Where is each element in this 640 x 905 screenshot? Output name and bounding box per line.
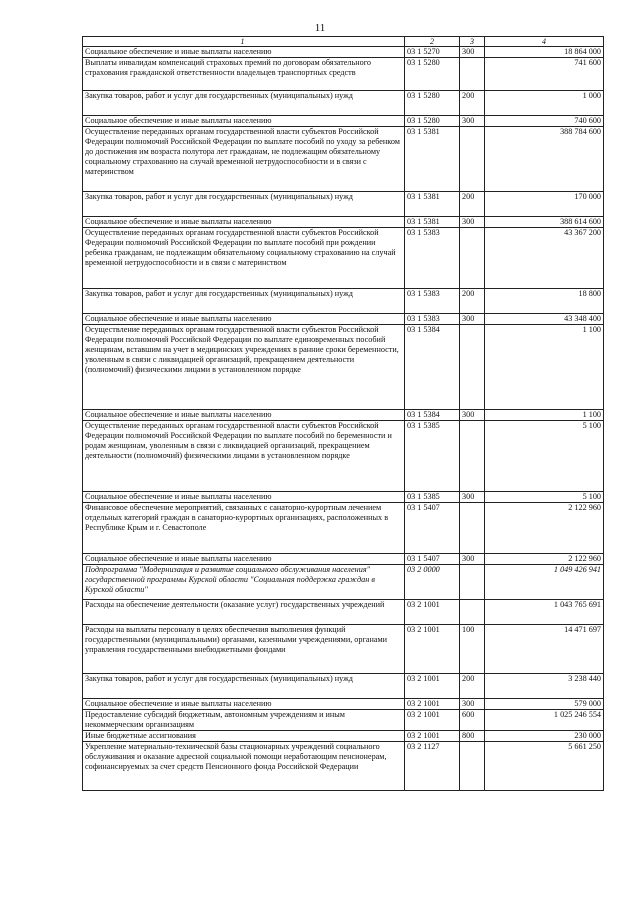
table-row <box>83 314 604 325</box>
row-amount: 1 043 765 691 <box>485 600 604 625</box>
row-name: Закупка товаров, работ и услуг для государственных (муниципальных) нужд <box>83 289 405 314</box>
header-col-2: 2 <box>405 37 460 47</box>
row-expense-type: 300 <box>460 554 485 565</box>
row-expense-type: 200 <box>460 91 485 116</box>
table-row <box>83 116 604 127</box>
row-code: 03 1 5270 <box>405 47 460 58</box>
row-amount: 2 122 960 <box>485 503 604 554</box>
row-expense-type: 300 <box>460 314 485 325</box>
row-name: Социальное обеспечение и иные выплаты населению <box>83 217 405 228</box>
row-amount: 1 000 <box>485 91 604 116</box>
row-code: 03 2 1127 <box>405 742 460 791</box>
budget-table-body <box>83 37 604 791</box>
header-col-4: 4 <box>485 37 604 47</box>
row-amount: 741 600 <box>485 58 604 91</box>
header-col-3: 3 <box>460 37 485 47</box>
row-name: Социальное обеспечение и иные выплаты населению <box>83 699 405 710</box>
row-expense-type: 300 <box>460 116 485 127</box>
row-amount: 2 122 960 <box>485 554 604 565</box>
table-row <box>83 674 604 699</box>
row-name: Социальное обеспечение и иные выплаты населению <box>83 554 405 565</box>
table-row <box>83 47 604 58</box>
row-expense-type <box>460 325 485 410</box>
header-col-1: 1 <box>83 37 405 47</box>
row-amount: 14 471 697 <box>485 625 604 674</box>
row-code: 03 2 1001 <box>405 674 460 699</box>
row-name: Закупка товаров, работ и услуг для государственных (муниципальных) нужд <box>83 192 405 217</box>
table-row <box>83 742 604 791</box>
row-amount: 43 367 200 <box>485 228 604 289</box>
row-expense-type <box>460 565 485 600</box>
row-amount: 18 800 <box>485 289 604 314</box>
row-name: Социальное обеспечение и иные выплаты населению <box>83 492 405 503</box>
row-code: 03 1 5384 <box>405 325 460 410</box>
row-expense-type <box>460 127 485 192</box>
row-expense-type: 300 <box>460 699 485 710</box>
row-expense-type: 600 <box>460 710 485 731</box>
row-amount: 5 100 <box>485 492 604 503</box>
row-code: 03 2 1001 <box>405 699 460 710</box>
row-amount: 170 000 <box>485 192 604 217</box>
row-amount: 3 238 440 <box>485 674 604 699</box>
row-code: 03 2 1001 <box>405 600 460 625</box>
row-amount: 1 025 246 554 <box>485 710 604 731</box>
table-row <box>83 228 604 289</box>
table-row <box>83 731 604 742</box>
row-name: Финансовое обеспечение мероприятий, связанных с санаторно-курортным лечением отдельных категорий граждан в санаторно-курортных организациях, расположенных в Республике Крым и г. Севастополе <box>83 503 405 554</box>
row-amount: 230 000 <box>485 731 604 742</box>
table-row <box>83 192 604 217</box>
row-name: Подпрограмма "Модернизация и развитие социального обслуживания населения" государственной программы Курской области "Социальная поддержка граждан в Курской области" <box>83 565 405 600</box>
row-name: Расходы на выплаты персоналу в целях обеспечения выполнения функций государственными (муниципальными) органами, казенными учреждениями, органами управления государственными внебюджетными фондами <box>83 625 405 674</box>
row-name: Иные бюджетные ассигнования <box>83 731 405 742</box>
row-amount: 43 348 400 <box>485 314 604 325</box>
row-code: 03 1 5384 <box>405 410 460 421</box>
row-expense-type: 800 <box>460 731 485 742</box>
row-name: Расходы на обеспечение деятельности (оказание услуг) государственных учреждений <box>83 600 405 625</box>
table-row <box>83 421 604 492</box>
row-amount: 5 100 <box>485 421 604 492</box>
page-number: 11 <box>314 22 326 34</box>
table-row <box>83 625 604 674</box>
table-row <box>83 217 604 228</box>
table-row <box>83 699 604 710</box>
row-code: 03 1 5381 <box>405 192 460 217</box>
row-name: Социальное обеспечение и иные выплаты населению <box>83 116 405 127</box>
row-code: 03 1 5280 <box>405 58 460 91</box>
row-name: Выплаты инвалидам компенсаций страховых премий по договорам обязательного страхования гражданской ответственности владельцев транспортных средств <box>83 58 405 91</box>
table-row <box>83 410 604 421</box>
row-expense-type: 200 <box>460 674 485 699</box>
row-code: 03 1 5383 <box>405 314 460 325</box>
row-expense-type: 100 <box>460 625 485 674</box>
row-expense-type <box>460 228 485 289</box>
row-name: Предоставление субсидий бюджетным, автономным учреждениям и иным некоммерческим организациям <box>83 710 405 731</box>
row-amount: 5 661 250 <box>485 742 604 791</box>
table-row <box>83 127 604 192</box>
row-code: 03 1 5280 <box>405 116 460 127</box>
row-code: 03 2 0000 <box>405 565 460 600</box>
table-row <box>83 91 604 116</box>
budget-table <box>82 36 604 791</box>
row-code: 03 1 5280 <box>405 91 460 116</box>
row-expense-type <box>460 742 485 791</box>
table-row <box>83 503 604 554</box>
row-name: Закупка товаров, работ и услуг для государственных (муниципальных) нужд <box>83 674 405 699</box>
row-expense-type <box>460 58 485 91</box>
row-code: 03 1 5407 <box>405 554 460 565</box>
row-expense-type <box>460 503 485 554</box>
row-amount: 740 600 <box>485 116 604 127</box>
row-code: 03 2 1001 <box>405 710 460 731</box>
row-code: 03 1 5385 <box>405 421 460 492</box>
table-row <box>83 325 604 410</box>
table-header-row <box>83 37 604 47</box>
row-amount: 18 864 000 <box>485 47 604 58</box>
table-row <box>83 289 604 314</box>
row-name: Осуществление переданных органам государственной власти субъектов Российской Федерации полномочий Российской Федерации по выплате пособий по беременности и родам женщинам, уволенным в связи с ликвидацией организаций, прекращением деятельности (полномочий) физическими лицами в установленном порядке <box>83 421 405 492</box>
table-row <box>83 492 604 503</box>
row-amount: 388 784 600 <box>485 127 604 192</box>
row-name: Социальное обеспечение и иные выплаты населению <box>83 314 405 325</box>
table-row <box>83 58 604 91</box>
row-code: 03 1 5383 <box>405 228 460 289</box>
row-amount: 388 614 600 <box>485 217 604 228</box>
row-code: 03 1 5381 <box>405 217 460 228</box>
row-code: 03 2 1001 <box>405 731 460 742</box>
row-code: 03 1 5385 <box>405 492 460 503</box>
row-name: Осуществление переданных органам государственной власти субъектов Российской Федерации полномочий Российской Федерации по выплате пособий при рождении ребенка гражданам, не подлежащим обязательному социальному страхованию на случай временной нетрудоспособности и в связи с материнством <box>83 228 405 289</box>
row-code: 03 2 1001 <box>405 625 460 674</box>
table-row <box>83 600 604 625</box>
row-amount: 1 100 <box>485 325 604 410</box>
row-expense-type: 300 <box>460 217 485 228</box>
row-name: Закупка товаров, работ и услуг для государственных (муниципальных) нужд <box>83 91 405 116</box>
row-expense-type <box>460 421 485 492</box>
row-amount: 1 100 <box>485 410 604 421</box>
row-name: Социальное обеспечение и иные выплаты населению <box>83 47 405 58</box>
row-name: Осуществление переданных органам государственной власти субъектов Российской Федерации полномочий Российской Федерации по выплате единовременных пособий женщинам, вставшим на учет в медицинских учреждениях в ранние сроки беременности, уволенным в связи с ликвидацией организаций, прекращением деятельности (полномочий) физическими лицами в установленном порядке <box>83 325 405 410</box>
row-expense-type: 300 <box>460 47 485 58</box>
row-expense-type <box>460 600 485 625</box>
row-code: 03 1 5407 <box>405 503 460 554</box>
row-name: Укрепление материально-технической базы стационарных учреждений социального обслуживания и оказание адресной социальной помощи неработающим пенсионерам, софинансируемых за счет средств Пенсионного фонда Российской Федерации <box>83 742 405 791</box>
row-expense-type: 200 <box>460 192 485 217</box>
table-row <box>83 565 604 600</box>
row-code: 03 1 5383 <box>405 289 460 314</box>
row-expense-type: 200 <box>460 289 485 314</box>
table-row <box>83 710 604 731</box>
table-row <box>83 554 604 565</box>
row-amount: 1 049 426 941 <box>485 565 604 600</box>
row-expense-type: 300 <box>460 410 485 421</box>
row-name: Социальное обеспечение и иные выплаты населению <box>83 410 405 421</box>
row-code: 03 1 5381 <box>405 127 460 192</box>
row-amount: 579 000 <box>485 699 604 710</box>
row-name: Осуществление переданных органам государственной власти субъектов Российской Федерации полномочий Российской Федерации по выплате пособий по уходу за ребенком до достижения им возраста полутора лет гражданам, не подлежащим обязательному социальному страхованию на случай временной нетрудоспособности и в связи с материнством <box>83 127 405 192</box>
row-expense-type: 300 <box>460 492 485 503</box>
